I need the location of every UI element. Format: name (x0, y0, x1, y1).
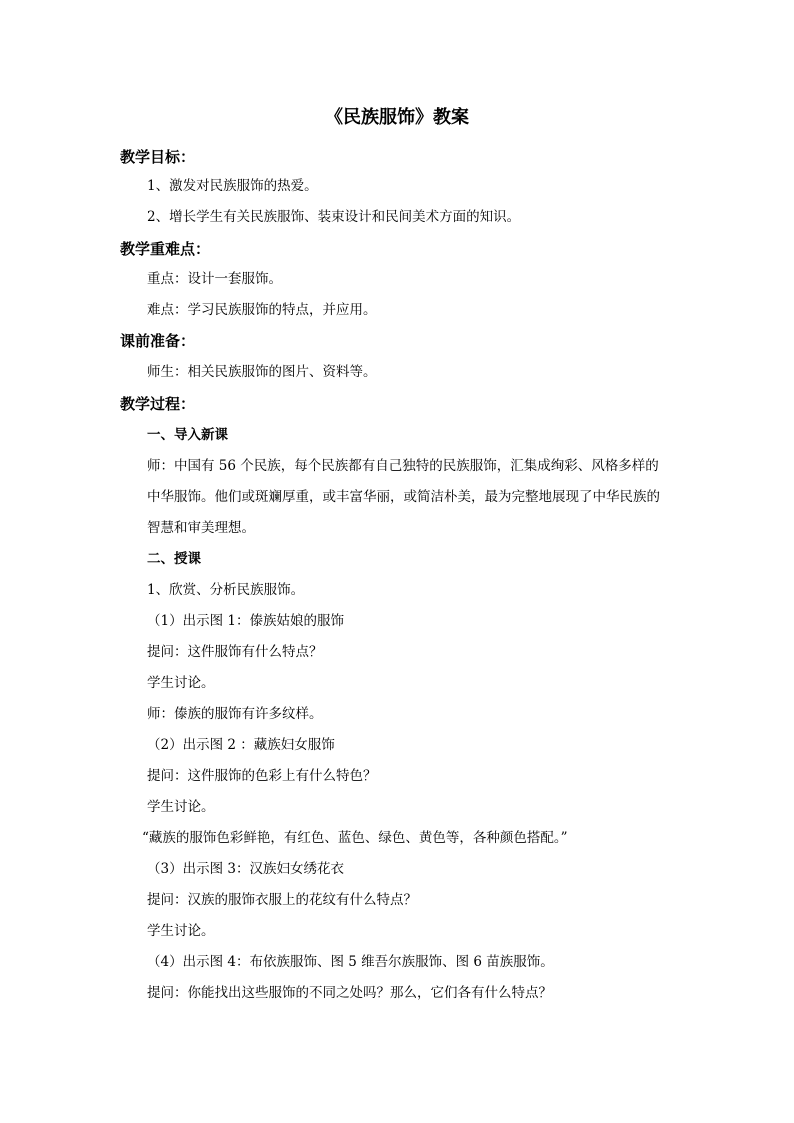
lesson-quote: “藏族的服饰色彩鲜艳，有红色、蓝色、绿色、黄色等，各种颜色搭配。” (142, 830, 568, 846)
paragraph-line: 中华服饰。他们或斑斓厚重，或丰富华丽，或简洁朴美，最为完整地展现了中华民族的 (147, 489, 660, 505)
heading-process: 教学过程： (120, 395, 196, 413)
lesson-line: （2）出示图 2 ：藏族妇女服饰 (147, 737, 335, 753)
key-point-item: 重点：设计一套服饰。 (147, 271, 282, 287)
lesson-line: 提问：这件服饰的色彩上有什么特色？ (147, 768, 377, 784)
lesson-line: 学生讨论。 (147, 675, 215, 691)
lesson-line: （3）出示图 3：汉族妇女绣花衣 (147, 861, 344, 877)
objective-item: 2、增长学生有关民族服饰、装束设计和民间美术方面的知识。 (147, 209, 521, 225)
lesson-line: 提问：汉族的服饰衣服上的花纹有什么特点？ (147, 892, 417, 908)
lesson-line: 1、欣赏、分析民族服饰。 (147, 582, 305, 598)
heading-preparation: 课前准备： (120, 332, 196, 350)
subheading-lesson: 二、授课 (147, 551, 201, 567)
lesson-line: （1）出示图 1：傣族姑娘的服饰 (147, 613, 344, 629)
lesson-line: 提问：你能找出这些服饰的不同之处吗？那么，它们各有什么特点？ (147, 985, 552, 1001)
subheading-intro: 一、导入新课 (147, 427, 228, 443)
key-point-item: 难点：学习民族服饰的特点，并应用。 (147, 302, 377, 318)
objective-item: 1、激发对民族服饰的热爱。 (147, 178, 318, 194)
page-title: 《民族服饰》教案 (325, 107, 469, 128)
lesson-line: 提问：这件服饰有什么特点？ (147, 644, 323, 660)
lesson-line: 学生讨论。 (147, 799, 215, 815)
lesson-line: 学生讨论。 (147, 923, 215, 939)
lesson-line: （4）出示图 4：布依族服饰、图 5 维吾尔族服饰、图 6 苗族服饰。 (147, 954, 554, 970)
lesson-line: 师：傣族的服饰有许多纹样。 (147, 706, 323, 722)
paragraph-line: 师：中国有 56 个民族，每个民族都有自己独特的民族服饰，汇集成绚彩、风格多样的 (147, 458, 659, 474)
preparation-item: 师生：相关民族服饰的图片、资料等。 (147, 364, 377, 380)
paragraph-line: 智慧和审美理想。 (147, 520, 255, 536)
heading-key-points: 教学重难点： (120, 240, 211, 258)
heading-objectives: 教学目标： (120, 148, 196, 166)
